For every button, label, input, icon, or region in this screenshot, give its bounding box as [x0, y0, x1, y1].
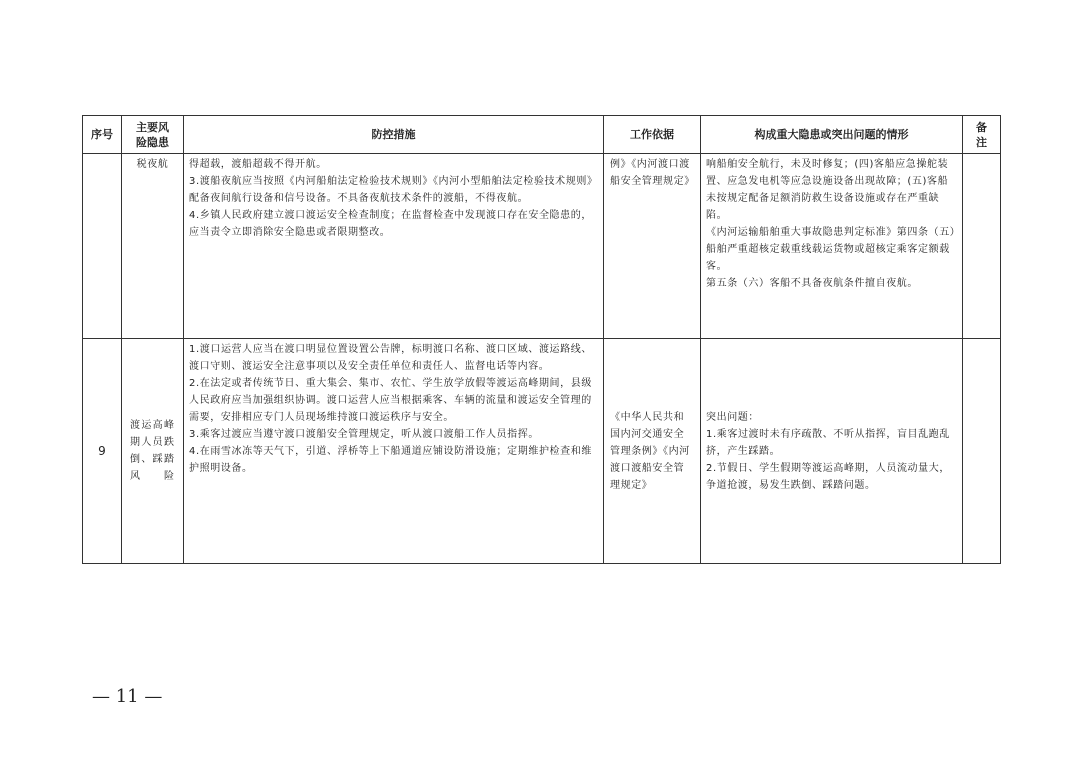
table-row	[83, 154, 1001, 339]
row2-situation-3: 2.节假日、学生假期等渡运高峰期，人员流动量大，争道抢渡，易发生跌倒、踩踏问题。	[706, 462, 950, 491]
row2-measure-3: 3.乘客过渡应当遵守渡口渡船安全管理规定，听从渡口渡船工作人员指挥。	[189, 429, 539, 440]
row1-measure-1: 得超载，渡船超载不得开航。	[189, 159, 327, 170]
row2-measures-cell	[184, 339, 604, 564]
row2-basis-text: 《中华人民共和国内河交通安全管理条例》《内河渡口渡船安全管理规定》	[610, 411, 690, 491]
row2-risk-text: 渡运高峰期人员跌倒、踩踏风险	[130, 420, 175, 482]
row2-measure-2: 2.在法定或者传统节日、重大集会、集市、农忙、学生放学放假等渡运高峰期间，县级人民政府应当加强组织协调。渡口运营人应当根据乘客、车辆的流量和渡运安全管理的需要，安排相应专门人员现场维持渡口渡运秩序与安全。	[189, 378, 592, 423]
row1-situation-3: 第五条（六）客船不具备夜航条件擅自夜航。	[706, 278, 918, 289]
row2-situations-cell	[701, 339, 963, 564]
row1-basis-cell: 例》《内河渡口渡船安全管理规定》	[604, 154, 701, 339]
row1-remark-cell	[963, 154, 1001, 339]
row2-number-cell: 9	[83, 339, 122, 564]
header-risk: 主要风险隐患	[122, 116, 184, 154]
page-number: — 11 —	[92, 686, 163, 707]
row2-remark-cell	[963, 339, 1001, 564]
header-remark: 备注	[963, 116, 1001, 154]
risk-control-table	[82, 115, 1001, 564]
row2-situation-2: 1.乘客过渡时未有序疏散、不听从指挥，盲目乱跑乱挤，产生踩踏。	[706, 428, 950, 457]
row1-risk-cell: 税夜航	[122, 154, 184, 339]
row2-risk-cell	[122, 339, 184, 564]
row2-basis-cell	[604, 339, 701, 564]
header-measures: 防控措施	[184, 116, 604, 154]
row2-measure-1: 1.渡口运营人应当在渡口明显位置设置公告牌，标明渡口名称、渡口区域、渡运路线、渡口守则、渡运安全注意事项以及安全责任单位和责任人、监督电话等内容。	[189, 344, 592, 372]
row1-measure-3: 4.乡镇人民政府建立渡口渡运安全检查制度；在监督检查中发现渡口存在安全隐患的，应当责令立即消除安全隐患或者限期整改。	[189, 210, 592, 238]
row1-measure-2: 3.渡船夜航应当按照《内河船舶法定检验技术规则》《内河小型船舶法定检验技术规则》配备夜间航行设备和信号设备。不具备夜航技术条件的渡船，不得夜航。	[189, 176, 598, 204]
header-basis: 工作依据	[604, 116, 701, 154]
risk-control-table-container	[82, 115, 1000, 564]
row2-situation-1: 突出问题：	[706, 411, 759, 423]
table-row	[83, 339, 1001, 564]
row1-situation-1: 响船舶安全航行，未及时修复；(四)客船应急操舵装置、应急发电机等应急设施设备出现故障；(五)客船未按规定配备足额消防救生设备设施或存在严重缺陷。	[706, 159, 949, 221]
header-number: 序号	[83, 116, 122, 154]
table-header-row	[83, 116, 1001, 154]
header-situations: 构成重大隐患或突出问题的情形	[701, 116, 963, 154]
row1-number-cell	[83, 154, 122, 339]
row1-situation-2: 《内河运输船舶重大事故隐患判定标准》第四条（五）船舶严重超核定载重线载运货物或超核定乘客定额载客。	[706, 227, 956, 272]
row2-measure-4: 4.在雨雪冰冻等天气下，引道、浮桥等上下船通道应铺设防滑设施；定期维护检查和维护照明设备。	[189, 446, 592, 474]
row1-situations-cell	[701, 154, 963, 339]
row1-measures-cell	[184, 154, 604, 339]
